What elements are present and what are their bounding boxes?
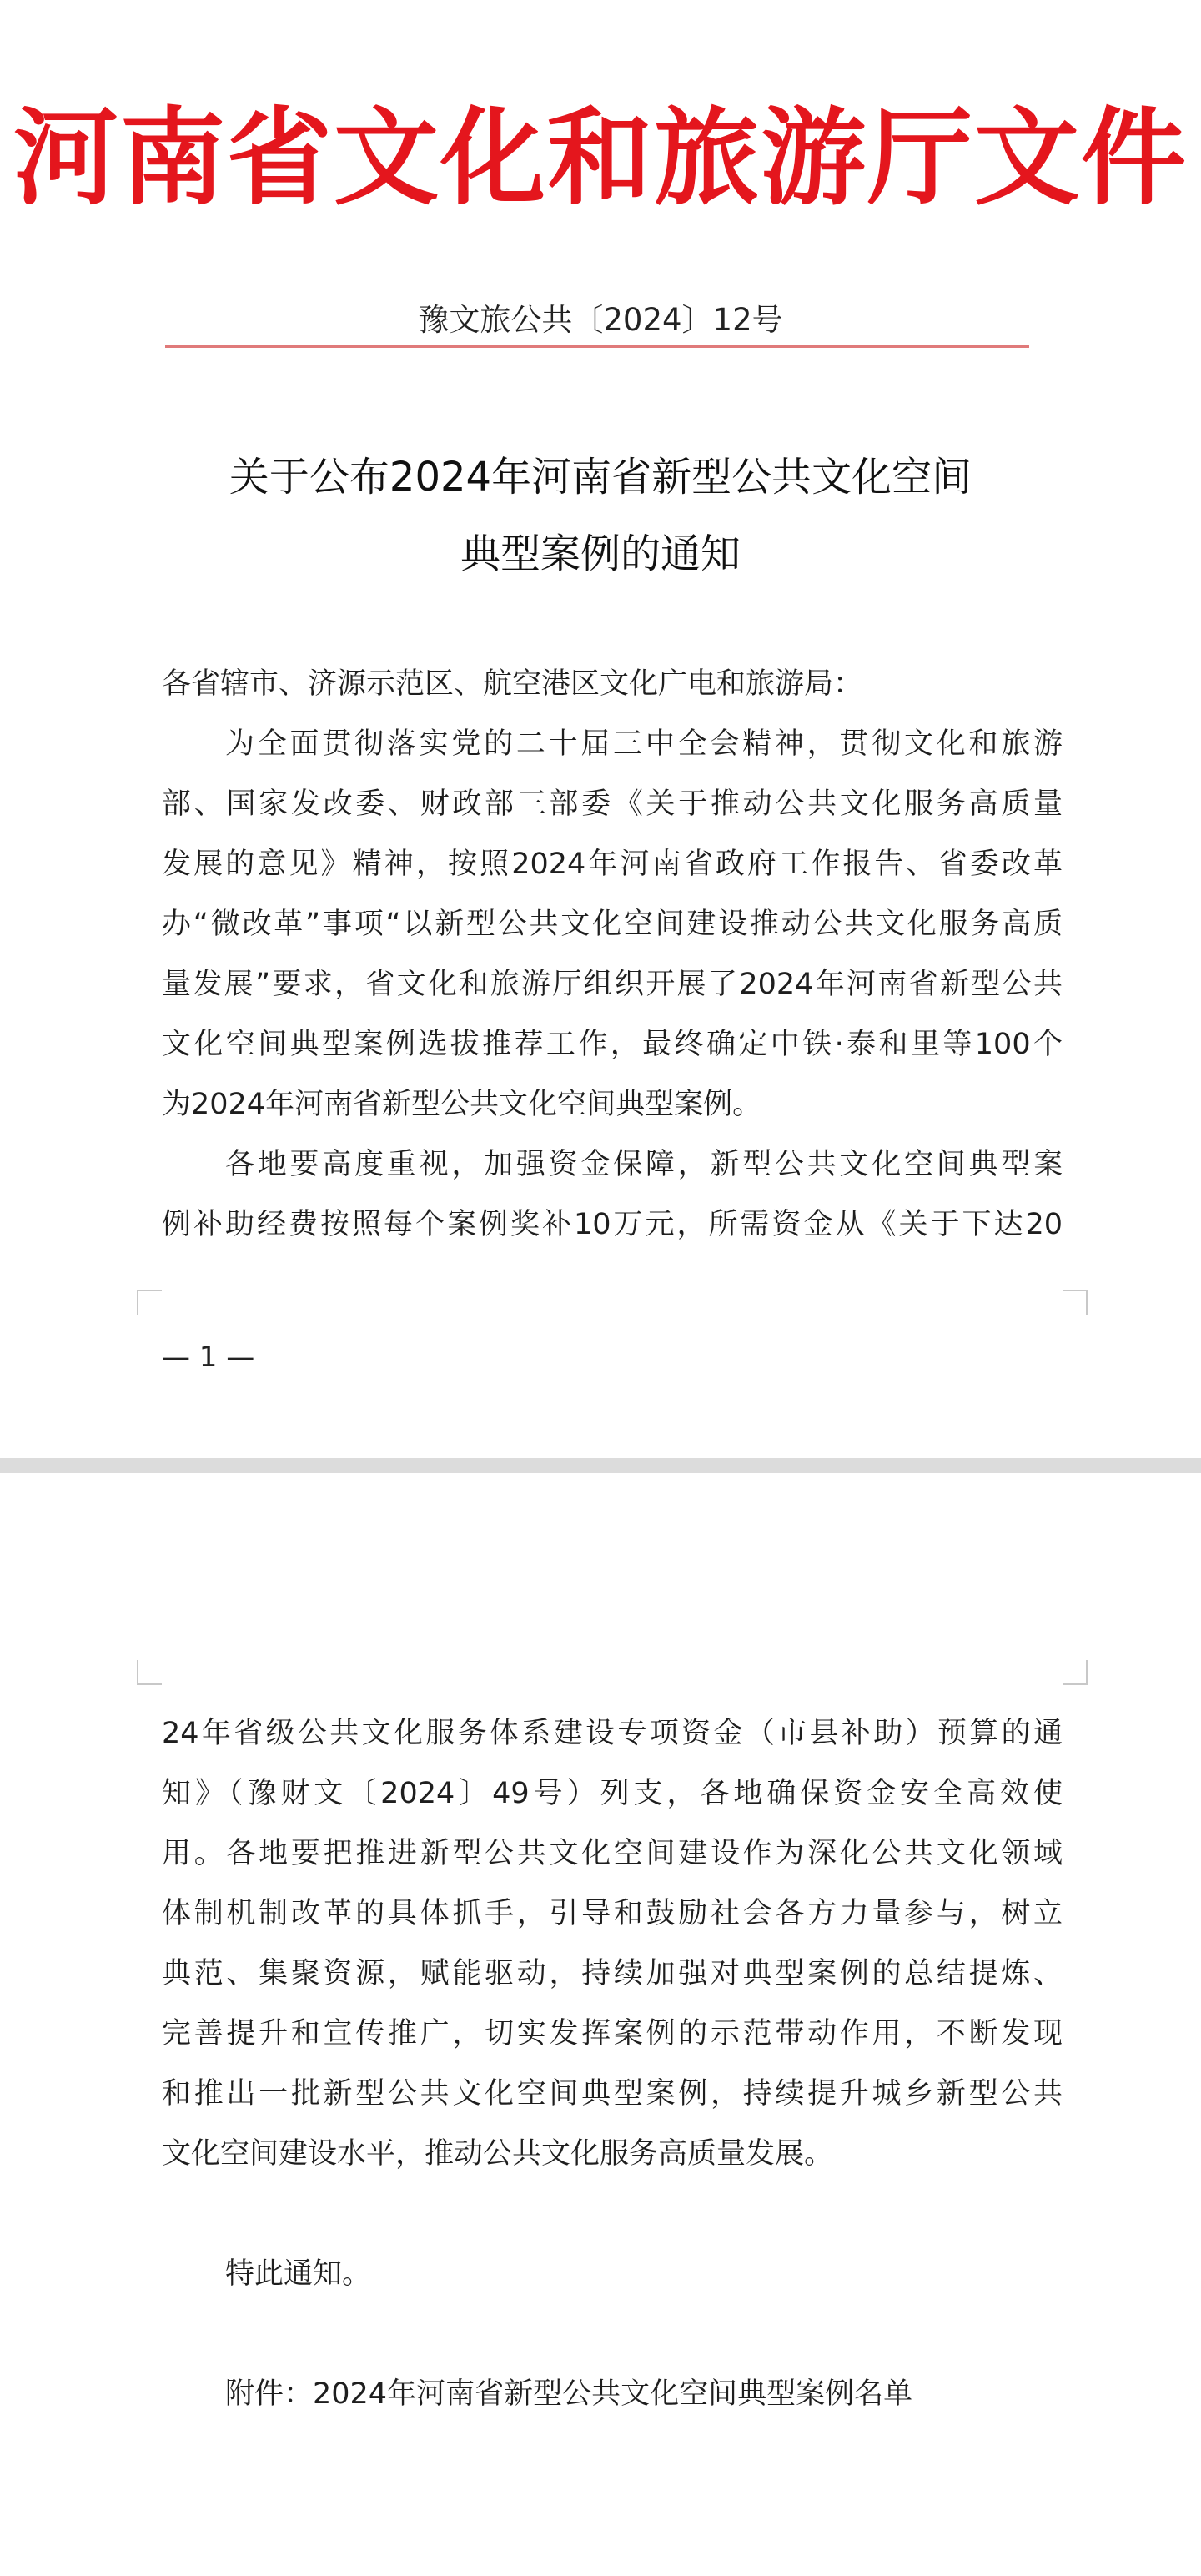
page-margin-corner-mark bbox=[1063, 1290, 1088, 1315]
body-line: 体制机制改革的具体抓手，引导和鼓励社会各方力量参与，树立 bbox=[162, 1897, 1063, 1930]
page-margin-corner-mark bbox=[137, 1660, 162, 1685]
body-line: 例补助经费按照每个案例奖补10万元，所需资金从《关于下达20 bbox=[162, 1208, 1063, 1241]
attachment-line: 附件：2024年河南省新型公共文化空间典型案例名单 bbox=[225, 2377, 913, 2411]
notice-title-line-2: 典型案例的通知 bbox=[460, 531, 741, 577]
document-header-title: 河南省文化和旅游厅文件 bbox=[13, 97, 1188, 219]
notice-title-line-1: 关于公布2024年河南省新型公共文化空间 bbox=[229, 454, 972, 501]
addressee: 各省辖市、济源示范区、航空港区文化广电和旅游局： bbox=[162, 667, 863, 701]
body-line: 各地要高度重视，加强资金保障，新型公共文化空间典型案 bbox=[225, 1148, 1063, 1181]
document-number: 豫文旅公共〔2024〕12号 bbox=[418, 302, 783, 338]
header-red-rule bbox=[165, 345, 1029, 348]
body-line: 完善提升和宣传推广，切实发挥案例的示范带动作用，不断发现 bbox=[162, 2017, 1063, 2050]
body-line: 24年省级公共文化服务体系建设专项资金（市县补助）预算的通 bbox=[162, 1717, 1063, 1750]
body-line: 知》（豫财文〔2024〕49号）列支，各地确保资金安全高效使 bbox=[162, 1777, 1063, 1810]
body-line: 和推出一批新型公共文化空间典型案例，持续提升城乡新型公共 bbox=[162, 2077, 1063, 2111]
closing-text: 特此通知。 bbox=[225, 2257, 372, 2291]
body-line: 发展的意见》精神，按照2024年河南省政府工作报告、省委改革 bbox=[162, 848, 1063, 881]
page-margin-corner-mark bbox=[137, 1290, 162, 1315]
body-line: 办“微改革”事项“以新型公共文化空间建设推动公共文化服务高质 bbox=[162, 908, 1063, 941]
body-line: 为全面贯彻落实党的二十届三中全会精神，贯彻文化和旅游 bbox=[225, 727, 1063, 761]
page-separator bbox=[0, 1458, 1201, 1473]
page-number: — 1 — bbox=[162, 1341, 255, 1374]
body-line: 量发展”要求，省文化和旅游厅组织开展了2024年河南省新型公共 bbox=[162, 968, 1063, 1001]
body-line: 文化空间典型案例选拔推荐工作，最终确定中铁·泰和里等100个 bbox=[162, 1028, 1063, 1061]
body-line: 为2024年河南省新型公共文化空间典型案例。 bbox=[162, 1088, 762, 1121]
body-line: 用。各地要把推进新型公共文化空间建设作为深化公共文化领域 bbox=[162, 1837, 1063, 1870]
body-line: 典范、集聚资源，赋能驱动，持续加强对典型案例的总结提炼、 bbox=[162, 1957, 1063, 1990]
document-page-2 bbox=[0, 1473, 1201, 2576]
body-line: 部、国家发改委、财政部三部委《关于推动公共文化服务高质量 bbox=[162, 787, 1063, 821]
body-line: 文化空间建设水平，推动公共文化服务高质量发展。 bbox=[162, 2137, 834, 2171]
page-margin-corner-mark bbox=[1063, 1660, 1088, 1685]
